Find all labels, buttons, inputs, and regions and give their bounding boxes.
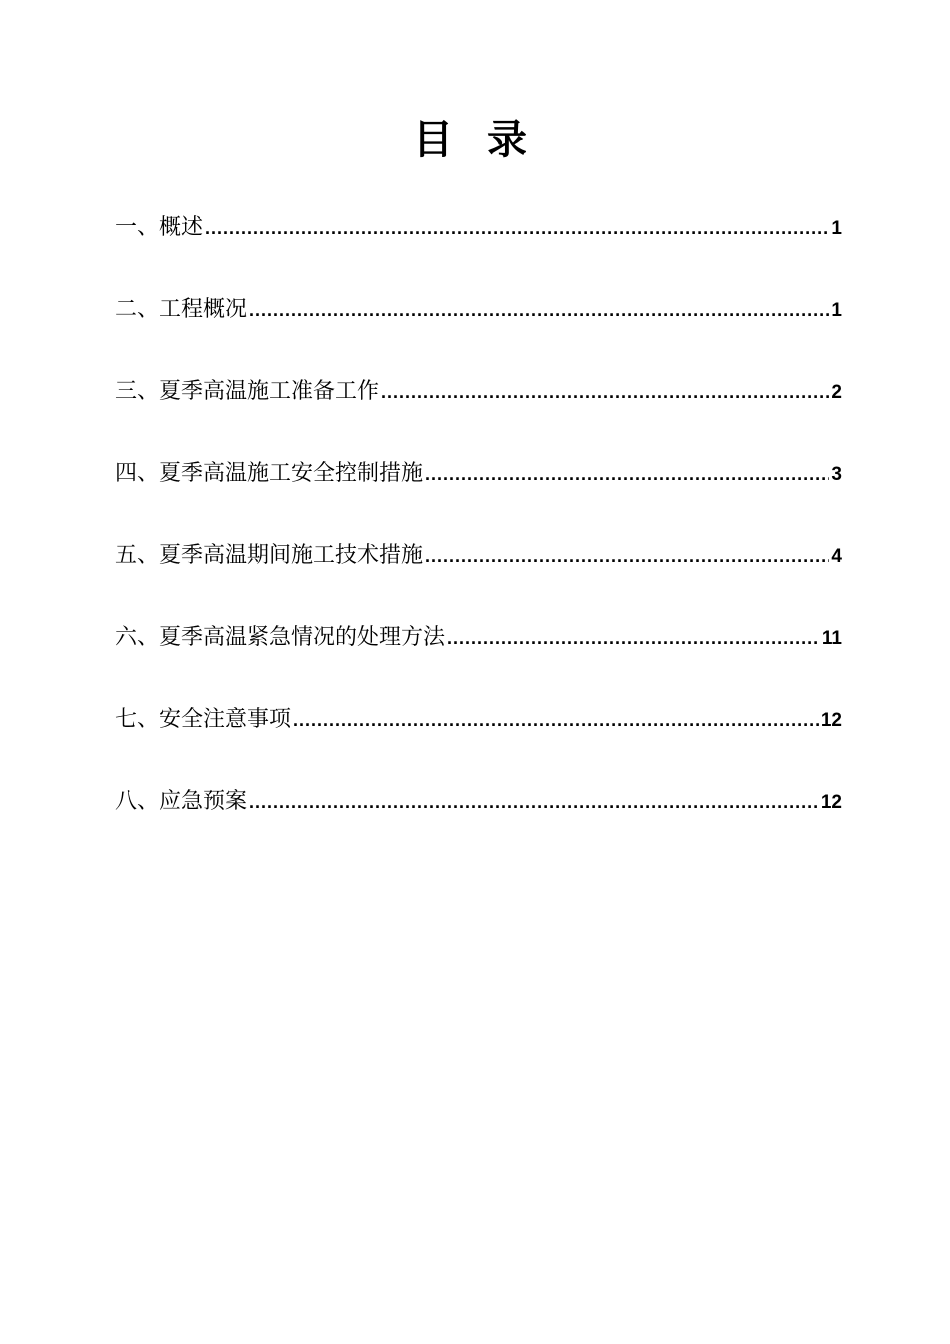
toc-entry-page: 4 xyxy=(831,546,842,567)
toc-dot-leader xyxy=(205,208,829,248)
toc-dot-leader xyxy=(425,454,829,494)
toc-entry[interactable] xyxy=(115,372,842,454)
toc-entry[interactable] xyxy=(115,782,842,864)
toc-entry-label: 八、应急预案 xyxy=(115,789,248,814)
toc-entry-page: 12 xyxy=(820,710,842,731)
toc-entry[interactable] xyxy=(115,700,842,782)
toc-entry-page: 11 xyxy=(821,628,842,649)
toc-entry[interactable] xyxy=(115,536,842,618)
toc-entry-label: 六、夏季高温紧急情况的处理方法 xyxy=(115,625,446,650)
toc-entry-label: 二、工程概况 xyxy=(115,297,248,322)
toc-dot-leader xyxy=(447,618,820,658)
toc-entry-page: 1 xyxy=(831,218,842,239)
toc-dot-leader xyxy=(249,782,819,822)
toc-dot-leader xyxy=(249,290,829,330)
toc-entry-label: 四、夏季高温施工安全控制措施 xyxy=(115,461,424,486)
toc-entry[interactable] xyxy=(115,208,842,290)
toc-dot-leader xyxy=(293,700,819,740)
toc-entry-label: 五、夏季高温期间施工技术措施 xyxy=(115,543,424,568)
table-of-contents xyxy=(115,208,842,864)
toc-entry[interactable] xyxy=(115,454,842,536)
toc-entry-label: 一、概述 xyxy=(115,215,204,240)
toc-entry-page: 2 xyxy=(831,382,842,403)
toc-title: 目 录 xyxy=(413,117,537,163)
toc-dot-leader xyxy=(425,536,829,576)
toc-entry[interactable] xyxy=(115,290,842,372)
toc-entry-label: 三、夏季高温施工准备工作 xyxy=(115,379,380,404)
toc-entry-page: 1 xyxy=(831,300,842,321)
toc-dot-leader xyxy=(381,372,829,412)
toc-entry[interactable] xyxy=(115,618,842,700)
toc-entry-page: 3 xyxy=(831,464,842,485)
toc-entry-label: 七、安全注意事项 xyxy=(115,707,292,732)
toc-entry-page: 12 xyxy=(820,792,842,813)
